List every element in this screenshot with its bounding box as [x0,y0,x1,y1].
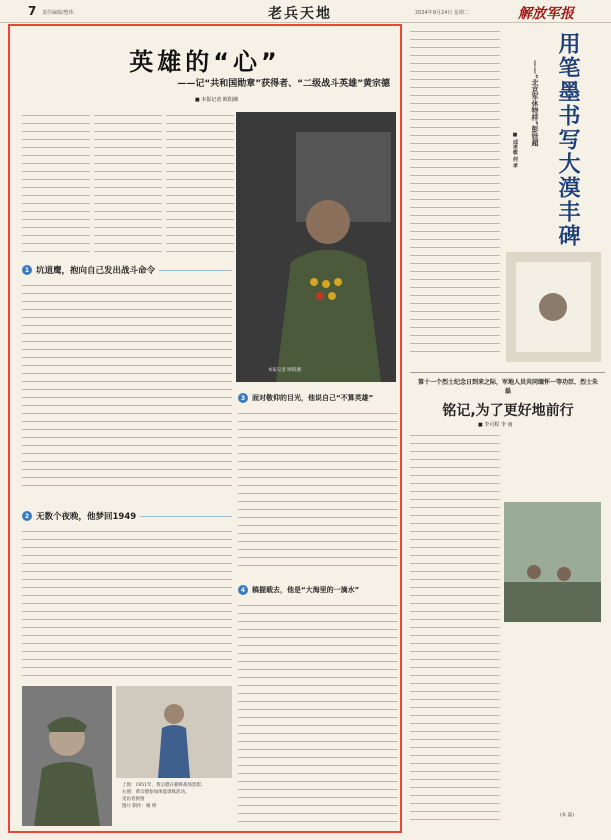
section-3-body [238,410,398,570]
feature-byline: ■ 本报记者 欧阳湘 [195,97,238,103]
lower-right-body [410,432,500,827]
subhead-4-title: 稿握载去，他是“大海里的一滴水” [252,586,360,594]
subhead-3-title: 面对敬仰的目光，他说自己“不算英雄” [252,394,374,402]
subhead-1 [22,262,232,278]
section-4-body [238,602,398,824]
lower-right-kicker: 第十一个烈士纪念日到来之际，军地人员共同缅怀一等功臣、烈士朱磊 [418,379,599,395]
section-1-body [22,282,232,492]
section-2-body [22,528,232,678]
subhead-3 [238,390,398,406]
hero-portrait-photo [236,112,396,382]
right-feature-title: 用笔墨书写大漠丰碑 [555,32,580,248]
lower-right-photo-caption: (朱 磊) [560,813,574,818]
soldier-illustration [22,686,112,826]
intro-text-col-3 [166,112,234,252]
subhead-2-title: 无数个夜晚，他梦回1949 [36,512,137,522]
editor-info: 责任编辑/整体 [42,10,74,16]
lower-right-byline: ■ 李可程 李 南 [478,422,513,428]
subhead-4 [238,582,398,598]
right-divider [410,372,605,373]
subhead-2-rule [140,516,232,517]
right-feature-byline: ■ 邱孝敏 何 孝 [512,132,518,169]
issue-date: 2024年9月24日 星期二 [415,10,469,16]
portrait-illustration [236,112,396,382]
bottom-photo-caption: 上图：1951年，黄宗德在朝鲜战场留影。 右图：黄宗德参加体能训练活动。 受访者供图 图片 制作：谢 明 [122,783,206,809]
subhead-4-number: 4 [238,585,248,595]
calligraphy-illustration [506,252,601,362]
subhead-1-number: 1 [22,265,32,275]
subhead-3-number: 3 [238,393,248,403]
memorial-illustration [504,502,601,622]
section-title: 老兵天地 [268,6,332,22]
young-soldier-photo [22,686,112,826]
page-number: 7 [28,4,37,18]
calligraphy-photo [506,252,601,362]
intro-text-col-1 [22,112,90,252]
newspaper-logo: 解放军报 [518,6,574,22]
intro-text-col-2 [94,112,162,252]
right-feature-body [410,28,500,358]
portrait-caption: 本报记者 欧阳湘 [268,368,301,373]
subhead-2 [22,508,232,524]
memorial-photo [504,502,601,622]
exercise-photo [116,686,232,778]
subhead-1-rule [159,270,232,271]
subhead-2-number: 2 [22,511,32,521]
subhead-1-title: 坑道鹰，抱向自己发出战斗命令 [36,266,156,276]
exercise-illustration [116,686,232,778]
feature-headline: 英雄的“心” [129,48,281,76]
right-feature-subtitle: ——“北京军休特样”彭娃超 [531,60,539,147]
lower-right-title: 铭记,为了更好地前行 [442,403,574,419]
feature-deck: ——记“共和国勋章”获得者、“二级战斗英雄”黄宗德 [177,79,390,89]
